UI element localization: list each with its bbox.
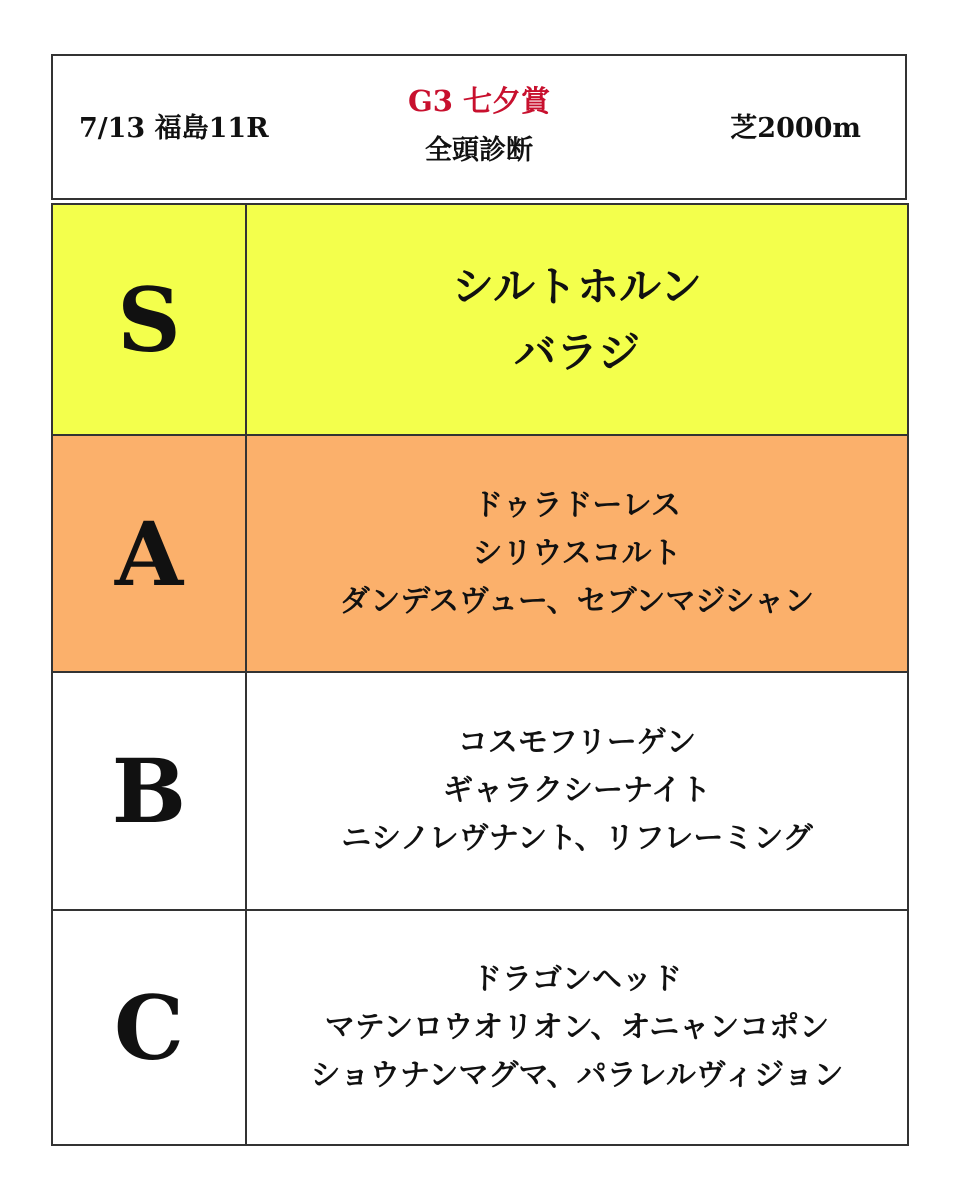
horse-line: シルトホルン (452, 261, 702, 311)
tier-names-c (247, 911, 907, 1144)
race-date-venue: 7/13 福島11R (79, 113, 269, 144)
race-name: G3 七夕賞 (407, 84, 551, 118)
race-subtitle: 全頭診断 (425, 135, 533, 166)
horse-line: コスモフリーゲン (457, 725, 697, 760)
grade-label-s: S (53, 205, 247, 434)
horse-line: マテンロウオリオン、オニャンコポン (324, 1009, 830, 1045)
grade-label-b: B (53, 673, 247, 909)
horse-line: ドゥラドーレス (473, 487, 681, 523)
tier-row-a (53, 434, 907, 671)
horse-line: バラジ (513, 327, 640, 377)
tier-row-s (53, 205, 907, 434)
horse-line: ニシノレヴナント、リフレーミング (341, 821, 813, 856)
race-distance: 芝2000m (730, 113, 861, 144)
tier-names-a (247, 436, 907, 671)
tier-table (51, 203, 909, 1146)
tier-names-b (247, 673, 907, 909)
grade-label-c: C (53, 911, 247, 1144)
tier-row-b (53, 671, 907, 909)
tier-names-s (247, 205, 907, 434)
horse-line: シリウスコルト (472, 535, 682, 571)
horse-line: ショウナンマグマ、パラレルヴィジョン (310, 1057, 844, 1093)
tier-row-c (53, 909, 907, 1144)
race-header (51, 54, 907, 200)
grade-label-a: A (53, 436, 247, 671)
horse-line: ダンデスヴュー、セブンマジシャン (339, 583, 815, 619)
horse-line: ドラゴンヘッド (472, 961, 682, 997)
horse-line: ギャラクシーナイト (443, 773, 711, 808)
